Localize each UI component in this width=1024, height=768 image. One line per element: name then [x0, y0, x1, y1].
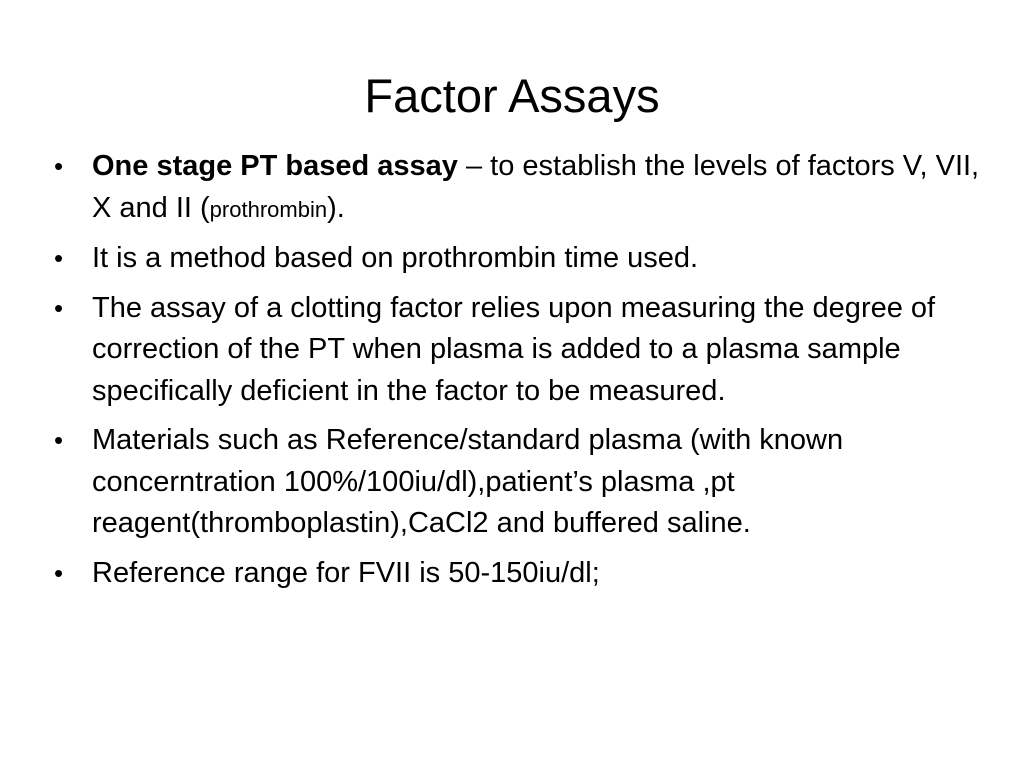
bullet-item-2 [50, 238, 980, 280]
bullet-3-text: The assay of a clotting factor relies upon measuring the degree of correction of the PT when plasma is added to a plasma sample specifically deficient in the factor to be measured. [92, 291, 936, 407]
bullet-item-4 [50, 420, 980, 545]
bullet-list [50, 146, 980, 602]
bullet-item-1 [50, 146, 980, 230]
bullet-dot-icon: • [54, 292, 64, 323]
bullet-dot-icon: • [54, 425, 64, 455]
bullet-item-3 [50, 288, 980, 413]
bullet-5-text: Reference range for FVII is 50-150iu/dl; [92, 556, 600, 589]
bullet-item-5 [50, 553, 980, 595]
bullet-1-small: prothrombin [209, 196, 328, 222]
bullet-dot-icon: • [54, 557, 64, 588]
bullet-1-text: – to establish the levels of factors V, VII, X and II ( [92, 150, 980, 224]
bullet-4-text: Materials such as Reference/standard plasma (with known concerntration 100%/100iu/dl),patient’s plasma ,pt reagent(thromboplastin),CaCl2 and buffered saline. [92, 424, 844, 539]
bullet-1-strong: One stage PT based assay [92, 150, 458, 182]
bullet-dot-icon: • [54, 243, 64, 273]
bullet-2-text: It is a method based on prothrombin time used. [92, 242, 699, 274]
slide-title: Factor Assays [364, 69, 660, 122]
bullet-1-text-after: ). [327, 191, 345, 224]
bullet-dot-icon: • [54, 151, 64, 181]
